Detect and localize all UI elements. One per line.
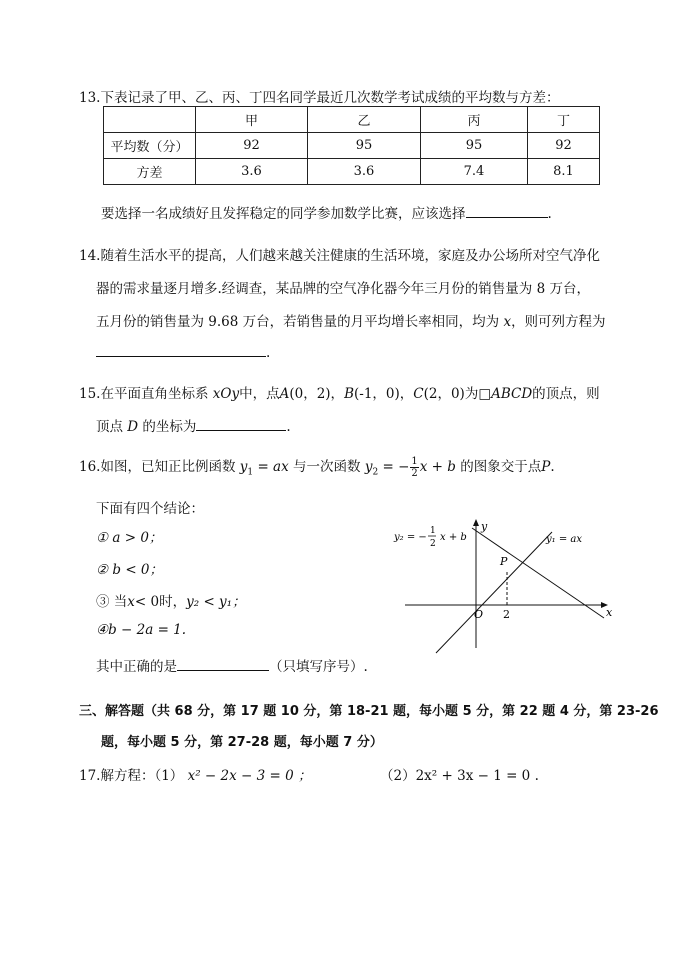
q16-conclusion-4: ④b − 2a = 1. xyxy=(96,622,187,638)
table-cell: 92 xyxy=(196,133,308,159)
answer-blank[interactable] xyxy=(96,342,266,357)
q16-conclusion-2: ② b < 0； xyxy=(96,562,164,578)
table-header-cell: 甲 xyxy=(196,107,308,133)
table-row xyxy=(104,133,600,159)
q15-line1: 15.在平面直角坐标系 xOy中，点A(0，2)，B(-1，0)，C(2，0)为□ABCD的顶点，则 xyxy=(79,386,600,402)
q17-eq2: 2x² + 3x − 1 = 0 . xyxy=(415,768,539,784)
table-cell: 方差 xyxy=(104,159,196,185)
label-point-p: P xyxy=(500,555,508,568)
table-cell: 7.4 xyxy=(421,159,528,185)
table-cell: 95 xyxy=(421,133,528,159)
table-cell: 95 xyxy=(308,133,421,159)
scores-table xyxy=(103,106,600,185)
q17-part2: （2）2x² + 3x − 1 = 0 . xyxy=(380,768,539,784)
q16-answer-prompt: 其中正确的是 （只填写序号）. xyxy=(96,655,368,675)
table-header-cell: 丁 xyxy=(528,107,600,133)
q14-line1: 14.随着生活水平的提高，人们越来越关注健康的生活环境，家庭及办公场所对空气净化 xyxy=(79,248,600,264)
table-cell: 3.6 xyxy=(196,159,308,185)
label-y2: y₂ = − xyxy=(394,532,427,543)
answer-blank[interactable] xyxy=(466,203,548,218)
answer-blank[interactable] xyxy=(196,416,286,431)
label-tick-2: 2 xyxy=(503,608,510,621)
table-header-cell: 丙 xyxy=(421,107,528,133)
q15-line2: 顶点 D 的坐标为 . xyxy=(96,415,291,435)
section3-heading-line1: 三、解答题（共 68 分，第 17 题 10 分，第 18-21 题，每小题 5 分，第 22 题 4 分，第 23-26 xyxy=(79,704,659,719)
q16-conclusions-intro: 下面有四个结论： xyxy=(96,501,204,517)
label-x-axis: x xyxy=(606,606,613,619)
q14-answer-line: . xyxy=(96,342,270,361)
q16-conclusion-1: ① a > 0； xyxy=(96,530,163,546)
answer-blank[interactable] xyxy=(177,656,269,671)
label-y1: y₁ = ax xyxy=(546,534,582,545)
q13-question: 要选择一名成绩好且发挥稳定的同学参加数学比赛，应该选择 . xyxy=(101,202,552,222)
q13-stem: 13.下表记录了甲、乙、丙、丁四名同学最近几次数学考试成绩的平均数与方差： xyxy=(79,90,560,106)
table-cell: 平均数（分） xyxy=(104,133,196,159)
q16-stem: 16.如图，已知正比例函数 $y_1$ = ax 与一次函数 $y_2$ = − $\frac{1}{2}$ x + b 的图象交于点P. xyxy=(79,456,555,479)
table-cell: 92 xyxy=(528,133,600,159)
q17-line: 17.解方程：（1） x² − 2x − 3 = 0 ； xyxy=(79,768,312,784)
label-y-axis: y xyxy=(481,520,488,533)
section3-heading-line2: 题，每小题 5 分，第 27-28 题，每小题 7 分） xyxy=(101,735,383,750)
table-header-cell xyxy=(104,107,196,133)
label-y2-den: 2 xyxy=(430,539,436,549)
label-origin: O xyxy=(474,608,484,621)
q17-eq1: x² − 2x − 3 = 0 ； xyxy=(187,768,312,784)
q16-graph xyxy=(390,510,620,655)
table-cell: 8.1 xyxy=(528,159,600,185)
q16-conclusion-3: ③ 当x< 0时，y₂ < y₁； xyxy=(96,594,246,610)
table-row xyxy=(104,159,600,185)
q14-line3: 五月份的销售量为 9.68 万台，若销售量的月平均增长率相同，均为 x，则可列方程为 xyxy=(96,314,606,330)
label-y2-num: 1 xyxy=(430,526,436,536)
table-cell: 3.6 xyxy=(308,159,421,185)
line-y1 xyxy=(436,532,552,653)
q14-line2: 器的需求量逐月增多.经调查，某品牌的空气净化器今年三月份的销售量为 8 万台， xyxy=(96,281,590,297)
table-header-row xyxy=(104,107,600,133)
table-header-cell: 乙 xyxy=(308,107,421,133)
label-y2-tail: x + b xyxy=(440,532,467,543)
